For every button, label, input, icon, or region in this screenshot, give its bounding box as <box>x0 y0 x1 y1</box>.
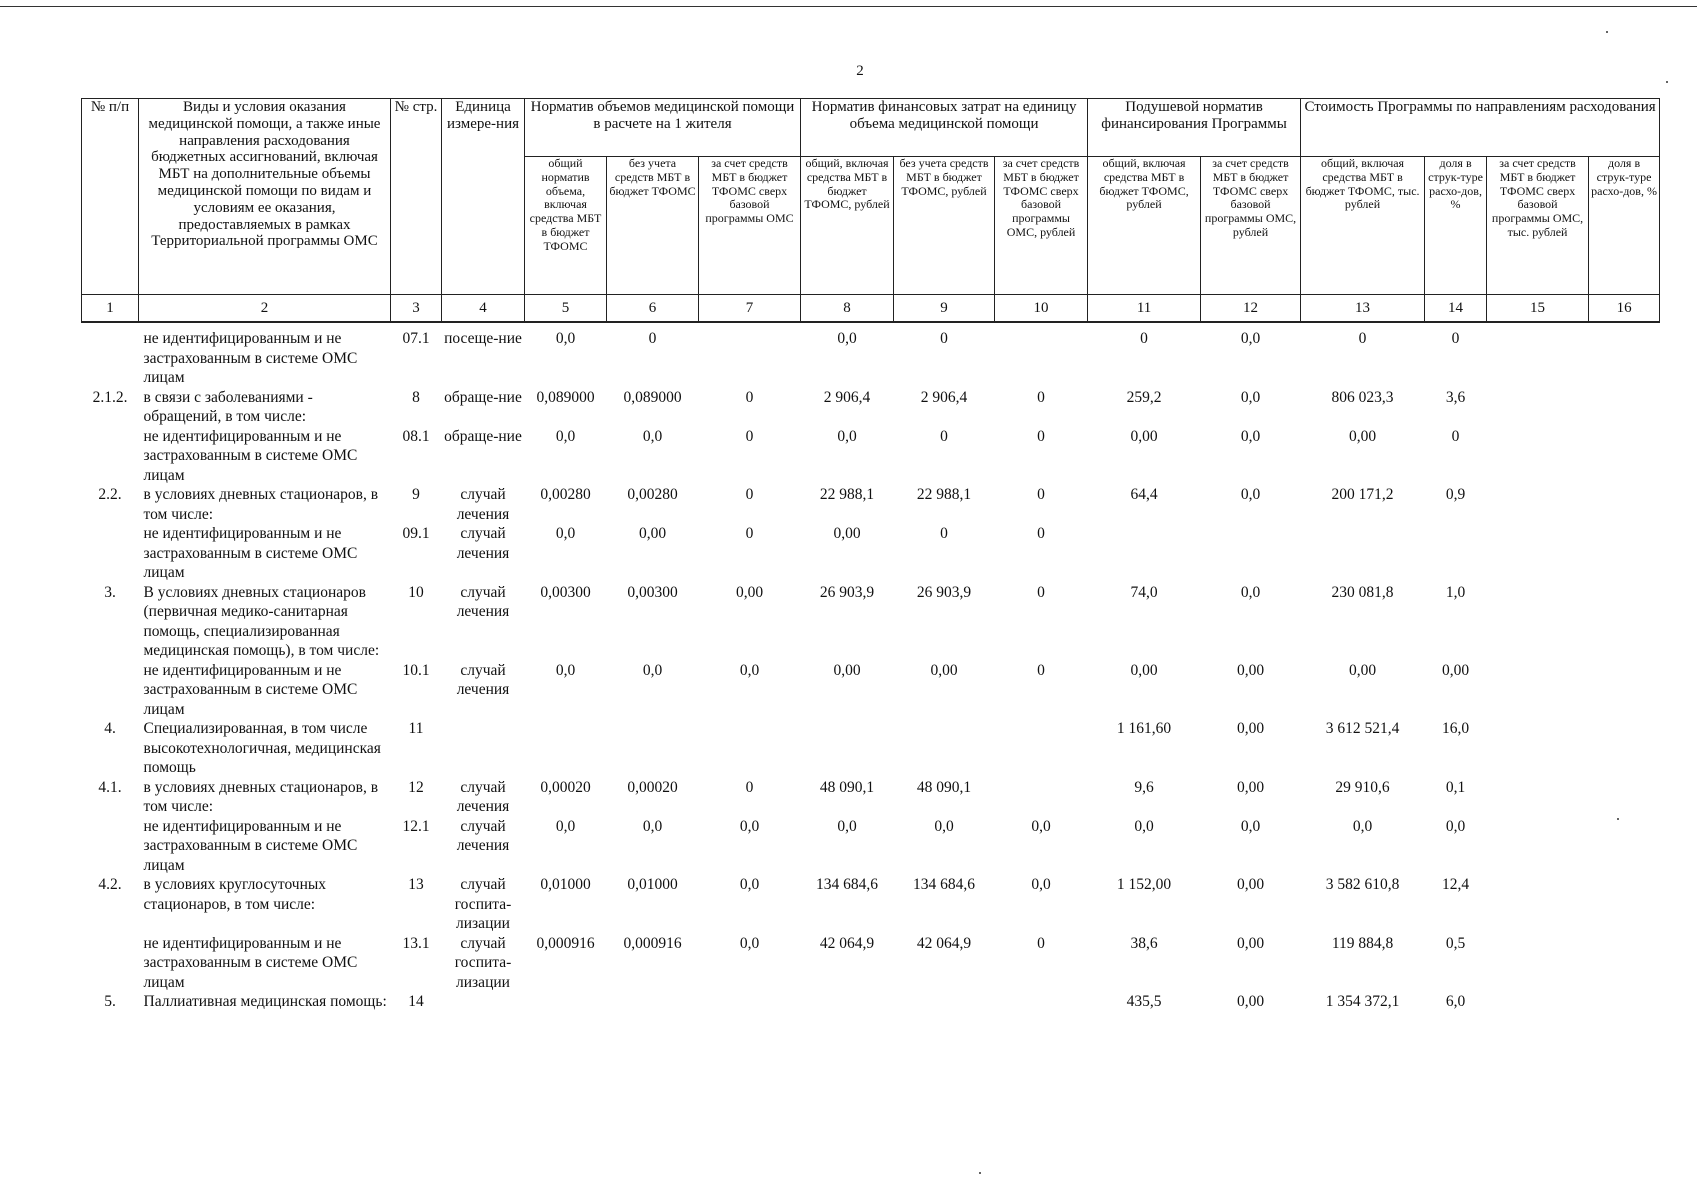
table-row <box>82 388 1660 427</box>
row-cost-base: 26 903,9 <box>916 583 972 601</box>
row-volume-mbt: 0,0 <box>739 817 760 835</box>
row-program-share: 0 <box>1451 330 1460 347</box>
row-volume-total: 0,0 <box>555 427 576 445</box>
row-volume-base: 0,00300 <box>627 583 678 601</box>
row-program-mbt-share <box>1589 992 1660 1012</box>
row-number: 2.1.2. <box>92 388 128 406</box>
row-percapita-total: 259,2 <box>1126 388 1162 406</box>
row-percapita-total: 9,6 <box>1134 778 1154 796</box>
row-volume-base: 0,01000 <box>627 876 678 893</box>
table-row <box>82 485 1660 524</box>
row-name: не идентифицированным и не застрахованным в системе ОМС лицам <box>143 817 358 874</box>
row-line: 11 <box>408 720 424 737</box>
row-program-share: 0,5 <box>1445 934 1466 952</box>
row-program-mbt <box>1487 992 1589 1012</box>
row-volume-base: 0,0 <box>642 661 663 679</box>
row-volume-base: 0,00280 <box>627 486 678 503</box>
row-program-share: 1,0 <box>1445 583 1466 601</box>
row-program-mbt-share <box>1589 817 1660 876</box>
row-line: 8 <box>412 388 420 406</box>
row-volume-total: 0,01000 <box>540 876 591 893</box>
column-numbers-row <box>82 295 1660 323</box>
row-program-share: 0 <box>1451 427 1460 445</box>
row-program-total: 0,0 <box>1352 817 1373 835</box>
row-name: в условиях дневных стационаров, в том числе: <box>143 778 379 815</box>
column-number: 13 <box>1301 295 1425 323</box>
row-program-total: 3 582 610,8 <box>1325 876 1400 893</box>
row-volume-mbt: 0 <box>745 388 754 406</box>
row-cost-mbt: 0 <box>1037 427 1045 445</box>
row-volume-mbt: 0,0 <box>739 876 760 893</box>
row-program-mbt-share <box>1589 583 1660 661</box>
row-program-total: 0,00 <box>1348 661 1377 679</box>
row-unit <box>442 992 525 1012</box>
row-number: 4.1. <box>98 778 122 796</box>
row-name: Специализированная, в том числе высокотехнологичная, медицинская помощь <box>143 720 381 776</box>
row-percapita-mbt: 0,00 <box>1236 661 1265 679</box>
row-number: 5. <box>104 993 116 1010</box>
row-volume-base: 0,089000 <box>623 388 682 406</box>
row-cost-mbt: 0 <box>1037 525 1045 542</box>
row-cost-mbt <box>995 778 1088 817</box>
row-volume-base: 0 <box>648 330 657 347</box>
row-cost-total: 48 090,1 <box>819 778 875 796</box>
row-cost-mbt: 0 <box>1037 583 1045 601</box>
table-row <box>82 661 1660 720</box>
row-volume-base <box>607 719 699 778</box>
row-volume-total: 0,0 <box>555 525 576 542</box>
row-volume-total: 0,089000 <box>536 388 595 406</box>
row-cost-mbt: 0 <box>1037 661 1045 679</box>
row-cost-base: 2 906,4 <box>920 388 968 406</box>
row-program-mbt-share <box>1589 388 1660 427</box>
row-program-total: 119 884,8 <box>1331 934 1394 952</box>
row-number <box>82 524 139 583</box>
column-number: 5 <box>525 295 607 323</box>
row-percapita-total: 74,0 <box>1130 583 1158 601</box>
row-program-mbt <box>1487 817 1589 876</box>
row-name: в условиях круглосуточных стационаров, в том числе: <box>143 876 327 913</box>
row-program-total <box>1301 524 1425 583</box>
row-volume-mbt: 0 <box>745 525 754 542</box>
row-number: 2.2. <box>98 486 122 503</box>
row-volume-mbt: 0,0 <box>739 661 760 679</box>
row-program-mbt-share <box>1589 934 1660 993</box>
header-col-kind: Виды и условия оказания медицинской помощи, а также иные направления расходования бюджетных ассигнований, включая МБТ на дополнительные объемы медицинской помощи по видам и условиям ее оказания, предоставляемых в рамках Территориальной программы ОМС <box>139 99 391 295</box>
header-sub-16: доля в струк-туре расхо-дов, % <box>1589 157 1660 295</box>
row-cost-total: 0,0 <box>837 817 857 835</box>
row-line: 08.1 <box>402 427 430 445</box>
row-program-total: 230 081,8 <box>1331 583 1394 601</box>
row-volume-total: 0,00280 <box>540 486 591 503</box>
row-cost-total: 0,00 <box>833 661 861 679</box>
header-sub-12: за счет средств МБТ в бюджет ТФОМС сверх базовой программы ОМС, рублей <box>1201 157 1301 295</box>
row-cost-mbt: 0 <box>1037 388 1045 406</box>
row-program-share: 3,6 <box>1445 388 1466 406</box>
row-program-total: 0 <box>1358 330 1367 347</box>
header-col-unit: Единица измере-ния <box>442 99 525 295</box>
row-line: 13.1 <box>402 934 430 952</box>
scan-speck <box>1666 81 1668 83</box>
row-cost-total: 26 903,9 <box>819 583 875 601</box>
row-number <box>82 329 139 388</box>
header-sub-9: без учета средств МБТ в бюджет ТФОМС, рублей <box>894 157 995 295</box>
row-name: не идентифицированным и не застрахованным в системе ОМС лицам <box>143 427 358 484</box>
header-sub-6: без учета средств МБТ в бюджет ТФОМС <box>607 157 699 295</box>
row-cost-total <box>801 992 894 1012</box>
row-volume-total: 0,0 <box>555 661 576 679</box>
table-row <box>82 427 1660 486</box>
row-program-total: 200 171,2 <box>1331 486 1394 503</box>
table-row <box>82 329 1660 388</box>
row-program-mbt <box>1487 329 1589 388</box>
row-program-mbt-share <box>1589 485 1660 524</box>
row-cost-base: 22 988,1 <box>916 486 972 503</box>
table-row <box>82 583 1660 661</box>
row-program-share: 0,9 <box>1445 486 1466 503</box>
row-volume-total <box>525 719 607 778</box>
row-program-share: 0,1 <box>1445 778 1466 796</box>
row-volume-base: 0,00 <box>638 525 667 542</box>
row-volume-mbt <box>699 992 801 1012</box>
row-percapita-total: 0,00 <box>1130 427 1158 445</box>
row-cost-total: 0,0 <box>837 330 857 347</box>
column-number: 14 <box>1425 295 1487 323</box>
row-program-mbt-share <box>1589 661 1660 720</box>
table-row <box>82 524 1660 583</box>
header-sub-11: общий, включая средства МБТ в бюджет ТФОМС, рублей <box>1088 157 1201 295</box>
row-cost-total <box>801 719 894 778</box>
row-percapita-mbt: 0,0 <box>1240 817 1261 835</box>
row-volume-total: 0,000916 <box>536 934 595 952</box>
row-unit: случай лечения <box>456 583 510 620</box>
header-sub-15: за счет средств МБТ в бюджет ТФОМС сверх базовой программы ОМС, тыс. рублей <box>1487 157 1589 295</box>
row-line: 9 <box>412 486 420 503</box>
row-line: 09.1 <box>402 525 430 542</box>
row-percapita-total: 64,4 <box>1130 486 1158 503</box>
row-line: 13 <box>408 876 424 893</box>
row-program-mbt-share <box>1589 524 1660 583</box>
table-row <box>82 719 1660 778</box>
row-program-total: 0,00 <box>1348 427 1377 445</box>
header-group-percapita: Подушевой норматив финансирования Программы <box>1088 99 1301 157</box>
row-volume-total <box>525 992 607 1012</box>
row-cost-mbt <box>995 329 1088 388</box>
row-line: 12 <box>408 778 424 796</box>
row-volume-base: 0,000916 <box>623 934 682 952</box>
table-row <box>82 992 1660 1012</box>
row-program-mbt <box>1487 524 1589 583</box>
header-sub-8: общий, включая средства МБТ в бюджет ТФОМС, рублей <box>801 157 894 295</box>
row-volume-mbt: 0 <box>745 427 754 445</box>
row-percapita-mbt: 0,00 <box>1236 720 1265 737</box>
column-number: 2 <box>139 295 391 323</box>
row-program-mbt-share <box>1589 427 1660 486</box>
row-cost-base: 42 064,9 <box>916 934 972 952</box>
row-line: 12.1 <box>402 817 430 835</box>
row-name: В условиях дневных стационаров (первичная медико-санитарная помощь, специализированная медицинская помощь), в том числе: <box>143 583 380 659</box>
header-sub-5: общий норматив объема, включая средства МБТ в бюджет ТФОМС <box>525 157 607 295</box>
row-volume-base <box>607 992 699 1012</box>
column-number: 15 <box>1487 295 1589 323</box>
column-number: 12 <box>1201 295 1301 323</box>
row-cost-total: 0,0 <box>837 427 857 445</box>
row-cost-total: 22 988,1 <box>819 486 875 503</box>
row-unit: обраще-ние <box>444 388 522 406</box>
row-percapita-mbt: 0,0 <box>1240 388 1261 406</box>
row-program-mbt <box>1487 388 1589 427</box>
column-number: 8 <box>801 295 894 323</box>
scan-speck <box>1606 31 1608 33</box>
row-percapita-mbt: 0,0 <box>1240 427 1261 445</box>
column-number: 10 <box>995 295 1088 323</box>
header-group-cost: Норматив финансовых затрат на единицу объема медицинской помощи <box>801 99 1088 157</box>
row-percapita-mbt: 0,00 <box>1236 934 1265 952</box>
table-row <box>82 817 1660 876</box>
row-percapita-total: 0,00 <box>1130 661 1158 679</box>
row-program-mbt-share <box>1589 875 1660 934</box>
row-cost-mbt <box>995 992 1088 1012</box>
column-number: 16 <box>1589 295 1660 323</box>
row-volume-mbt <box>699 719 801 778</box>
row-cost-base: 0,0 <box>934 817 954 835</box>
row-line: 14 <box>408 993 424 1010</box>
header-col-line: № стр. <box>391 99 442 295</box>
row-number <box>82 661 139 720</box>
row-unit: обраще-ние <box>444 427 522 445</box>
row-name: Паллиативная медицинская помощь: <box>143 993 387 1010</box>
row-cost-base: 48 090,1 <box>916 778 972 796</box>
row-program-mbt <box>1487 583 1589 661</box>
row-cost-total: 134 684,6 <box>816 876 879 893</box>
row-cost-total: 42 064,9 <box>819 934 875 952</box>
table-header <box>82 99 1660 323</box>
row-volume-total: 0,0 <box>555 330 576 347</box>
row-cost-base: 0 <box>940 427 948 445</box>
row-unit: случай госпита-лизации <box>454 876 512 932</box>
row-percapita-total: 0 <box>1140 330 1148 347</box>
row-cost-base: 0 <box>940 330 948 347</box>
page-number: 2 <box>856 63 864 79</box>
row-cost-base <box>894 719 995 778</box>
row-unit: случай лечения <box>456 486 510 523</box>
row-volume-total: 0,00300 <box>540 583 591 601</box>
column-number: 11 <box>1088 295 1201 323</box>
row-percapita-mbt: 0,00 <box>1236 993 1265 1010</box>
row-line: 10 <box>408 583 424 601</box>
table-row <box>82 875 1660 934</box>
row-volume-mbt: 0 <box>745 778 754 796</box>
column-number: 7 <box>699 295 801 323</box>
row-percapita-total: 1 152,00 <box>1116 876 1172 893</box>
row-unit <box>442 719 525 778</box>
row-volume-mbt <box>699 329 801 388</box>
row-volume-base: 0,0 <box>642 427 663 445</box>
header-group-program: Стоимость Программы по направлениям расходования <box>1301 99 1660 157</box>
row-program-mbt <box>1487 778 1589 817</box>
row-unit: случай лечения <box>456 661 510 698</box>
row-name: не идентифицированным и не застрахованным в системе ОМС лицам <box>143 525 358 581</box>
row-volume-total: 0,0 <box>555 817 576 835</box>
row-program-total: 3 612 521,4 <box>1325 720 1400 737</box>
row-name: не идентифицированным и не застрахованным в системе ОМС лицам <box>143 934 358 991</box>
row-program-total: 29 910,6 <box>1335 778 1390 796</box>
row-cost-total: 2 906,4 <box>823 388 871 406</box>
row-percapita-total: 0,0 <box>1134 817 1154 835</box>
row-program-total: 806 023,3 <box>1331 388 1394 406</box>
row-volume-mbt: 0 <box>745 486 754 503</box>
row-cost-base: 0 <box>940 525 948 542</box>
row-line: 07.1 <box>402 330 430 347</box>
row-program-share: 16,0 <box>1441 720 1470 737</box>
row-volume-mbt: 0,0 <box>739 934 760 952</box>
row-cost-base: 134 684,6 <box>913 876 976 893</box>
row-volume-base: 0,0 <box>642 817 663 835</box>
header-sub-13: общий, включая средства МБТ в бюджет ТФОМС, тыс. рублей <box>1301 157 1425 295</box>
row-program-share: 12,4 <box>1441 876 1470 893</box>
row-number: 4. <box>104 720 116 737</box>
row-program-mbt <box>1487 934 1589 993</box>
row-program-share: 0,0 <box>1445 817 1466 835</box>
row-program-share <box>1425 524 1487 583</box>
row-percapita-total: 1 161,60 <box>1116 720 1172 737</box>
row-number: 3. <box>104 583 116 601</box>
row-cost-base: 0,00 <box>930 661 958 679</box>
row-number <box>82 934 139 993</box>
row-program-mbt <box>1487 485 1589 524</box>
row-program-share: 0,00 <box>1441 661 1470 679</box>
row-program-mbt <box>1487 719 1589 778</box>
row-name: в условиях дневных стационаров, в том числе: <box>143 486 379 523</box>
row-cost-mbt: 0,0 <box>1031 876 1051 893</box>
row-program-total: 1 354 372,1 <box>1325 993 1400 1010</box>
row-unit: случай лечения <box>456 778 510 815</box>
row-cost-total: 0,00 <box>833 525 861 542</box>
column-number: 9 <box>894 295 995 323</box>
row-program-share: 6,0 <box>1445 993 1466 1010</box>
scan-speck <box>979 1172 981 1174</box>
row-percapita-total <box>1088 524 1201 583</box>
top-border-line <box>0 6 1697 7</box>
header-sub-7: за счет средств МБТ в бюджет ТФОМС сверх базовой программы ОМС <box>699 157 801 295</box>
row-percapita-mbt: 0,0 <box>1240 486 1261 503</box>
row-program-mbt <box>1487 875 1589 934</box>
row-volume-base: 0,00020 <box>627 778 678 796</box>
header-col-number: № п/п <box>82 99 139 295</box>
row-cost-mbt <box>995 719 1088 778</box>
row-program-mbt-share <box>1589 778 1660 817</box>
row-percapita-total: 435,5 <box>1126 993 1162 1010</box>
row-cost-base <box>894 992 995 1012</box>
row-name: не идентифицированным и не застрахованным в системе ОМС лицам <box>143 661 358 718</box>
column-number: 1 <box>82 295 139 323</box>
row-program-mbt <box>1487 427 1589 486</box>
row-name: в связи с заболеваниями - обращений, в том числе: <box>143 388 313 425</box>
program-table <box>81 98 1660 1012</box>
row-name: не идентифицированным и не застрахованным в системе ОМС лицам <box>143 330 358 386</box>
column-number: 3 <box>391 295 442 323</box>
row-percapita-mbt: 0,00 <box>1236 876 1265 893</box>
row-unit: случай лечения <box>456 817 510 854</box>
row-cost-mbt: 0 <box>1037 934 1045 952</box>
row-percapita-mbt: 0,0 <box>1240 583 1261 601</box>
row-volume-total: 0,00020 <box>540 778 591 796</box>
table-row <box>82 934 1660 993</box>
row-percapita-mbt: 0,0 <box>1240 330 1261 347</box>
row-number <box>82 427 139 486</box>
row-program-mbt <box>1487 661 1589 720</box>
row-percapita-total: 38,6 <box>1130 934 1158 952</box>
row-number <box>82 817 139 876</box>
row-cost-mbt: 0 <box>1037 486 1045 503</box>
row-program-mbt-share <box>1589 329 1660 388</box>
header-sub-14: доля в струк-туре расхо-дов, % <box>1425 157 1487 295</box>
row-volume-mbt: 0,00 <box>735 583 764 601</box>
row-unit: случай лечения <box>456 525 510 562</box>
row-number: 4.2. <box>98 876 122 893</box>
row-program-mbt-share <box>1589 719 1660 778</box>
header-sub-10: за счет средств МБТ в бюджет ТФОМС сверх базовой программы ОМС, рублей <box>995 157 1088 295</box>
column-number: 4 <box>442 295 525 323</box>
row-unit: посеще-ние <box>444 330 522 347</box>
row-unit: случай госпита-лизации <box>454 934 512 991</box>
row-line: 10.1 <box>402 661 430 679</box>
header-group-volume: Норматив объемов медицинской помощи в расчете на 1 жителя <box>525 99 801 157</box>
row-cost-mbt: 0,0 <box>1031 817 1051 835</box>
row-percapita-mbt <box>1201 524 1301 583</box>
column-number: 6 <box>607 295 699 323</box>
table-body <box>82 322 1660 1012</box>
row-percapita-mbt: 0,00 <box>1236 778 1265 796</box>
table-row <box>82 778 1660 817</box>
